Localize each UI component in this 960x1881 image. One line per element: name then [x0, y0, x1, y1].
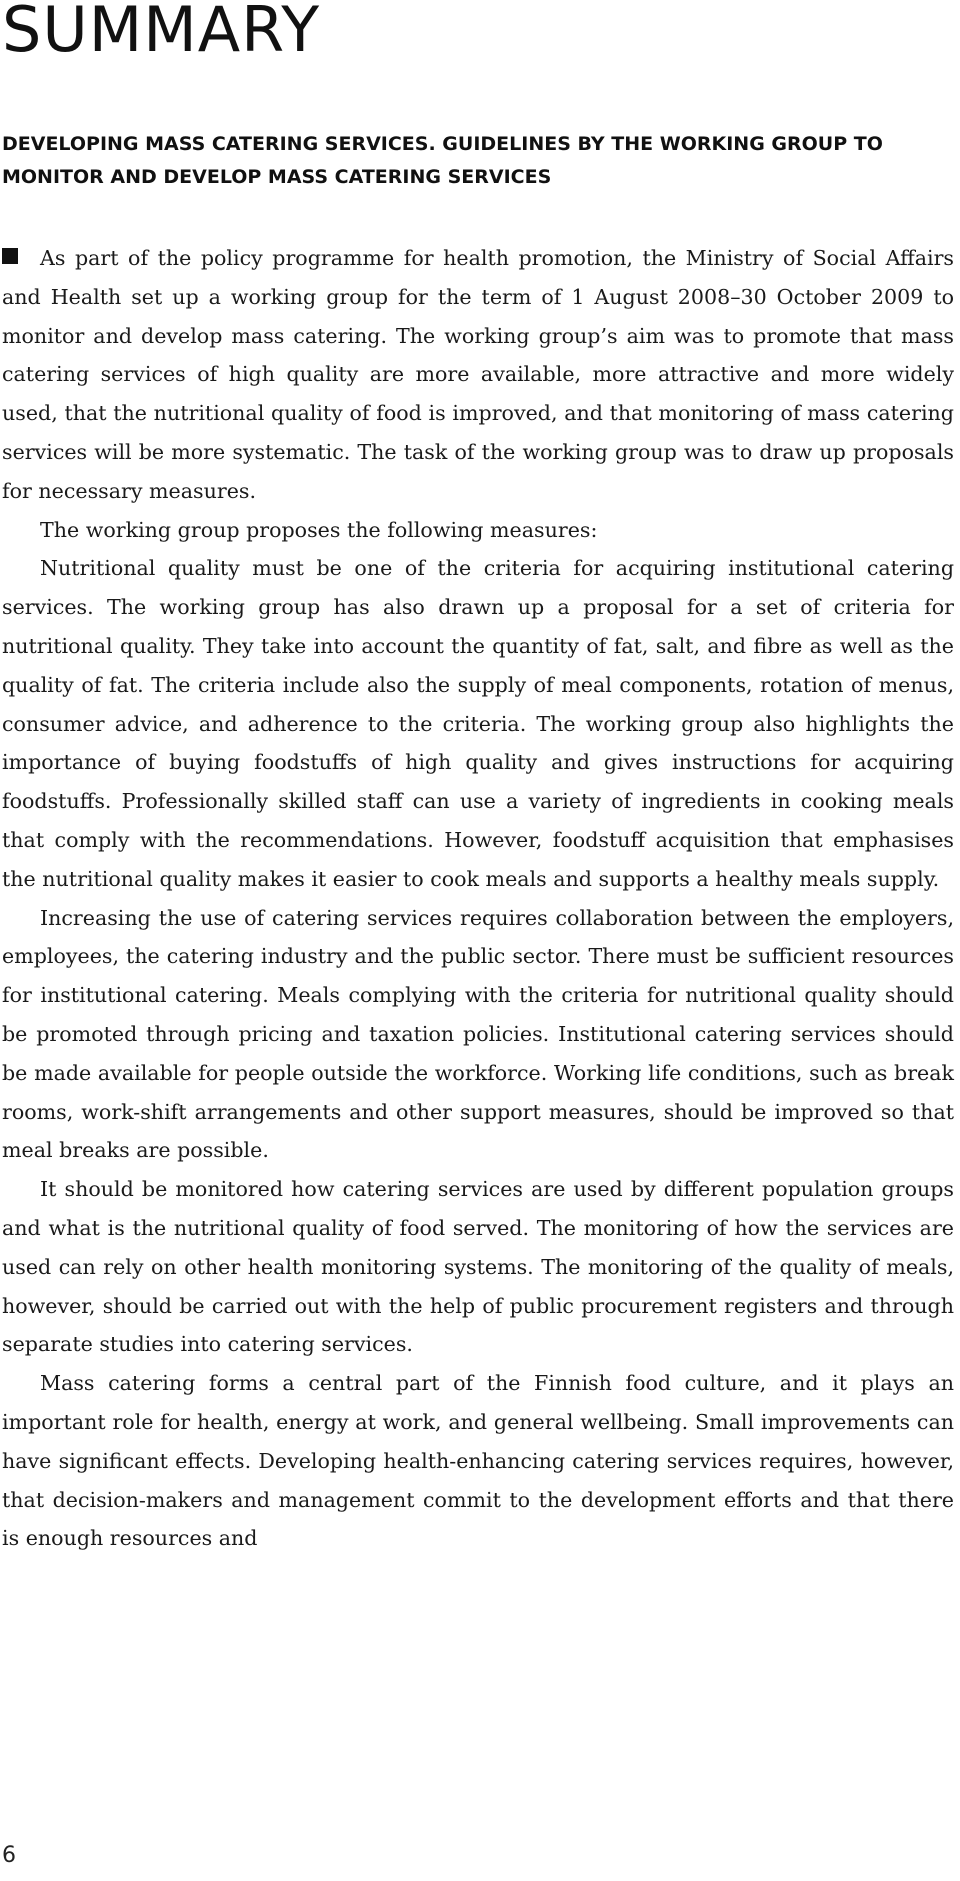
page-number: 6 — [2, 1843, 16, 1868]
paragraph-1-text: As part of the policy programme for health promotion, the Ministry of Social Affairs and Health set up a working group for the term of 1 August 2008–30 October 2009 to monitor and develop mass catering. The working group’s aim was to promote that mass catering services of high quality are more available, more attractive and more widely used, that the nutritional quality of food is improved, and that monitoring of mass catering services will be more systematic. The task of the working group was to draw up proposals for necessary measures. — [2, 246, 954, 503]
page-subtitle: DEVELOPING MASS CATERING SERVICES. GUIDELINES BY THE WORKING GROUP TO MONITOR AND DEVELOP MASS CATERING SERVICES — [2, 133, 883, 188]
paragraph-6: Mass catering forms a central part of the Finnish food culture, and it plays an important role for health, energy at work, and general wellbeing. Small improvements can have significant effects. Developing health-enhancing catering services requires, however, that decision-makers and management commit to the development efforts and that there is enough resources and — [2, 1371, 954, 1551]
summary-body — [2, 239, 954, 1558]
paragraph-5: It should be monitored how catering services are used by different population groups and what is the nutritional quality of food served. The monitoring of how the services are used can rely on other health monitoring systems. The monitoring of the quality of meals, however, should be carried out with the help of public procurement registers and through separate studies into catering services. — [2, 1177, 954, 1357]
square-bullet-icon — [2, 248, 18, 264]
paragraph-1 — [2, 239, 954, 511]
paragraph-3: Nutritional quality must be one of the criteria for acquiring institutional catering services. The working group has also drawn up a proposal for a set of criteria for nutritional quality. They take into account the quantity of fat, salt, and fibre as well as the quality of fat. The criteria include also the supply of meal components, rotation of menus, consumer advice, and adherence to the criteria. The working group also highlights the importance of buying foodstuffs of high quality and gives instructions for acquiring foodstuffs. Professionally skilled staff can use a variety of ingredients in cooking meals that comply with the recommendations. However, foodstuff acquisition that emphasises the nutritional quality makes it easier to cook meals and supports a healthy meals supply. — [2, 556, 954, 891]
page-title: SUMMARY — [2, 0, 321, 66]
paragraph-4: Increasing the use of catering services requires collaboration between the employers, employees, the catering industry and the public sector. There must be sufficient resources for institutional catering. Meals complying with the criteria for nutritional quality should be promoted through pricing and taxation policies. Institutional catering services should be made available for people outside the workforce. Working life conditions, such as break rooms, work-shift arrangements and other support measures, should be improved so that meal breaks are possible. — [2, 905, 954, 1163]
paragraph-2: The working group proposes the following measures: — [40, 517, 598, 542]
